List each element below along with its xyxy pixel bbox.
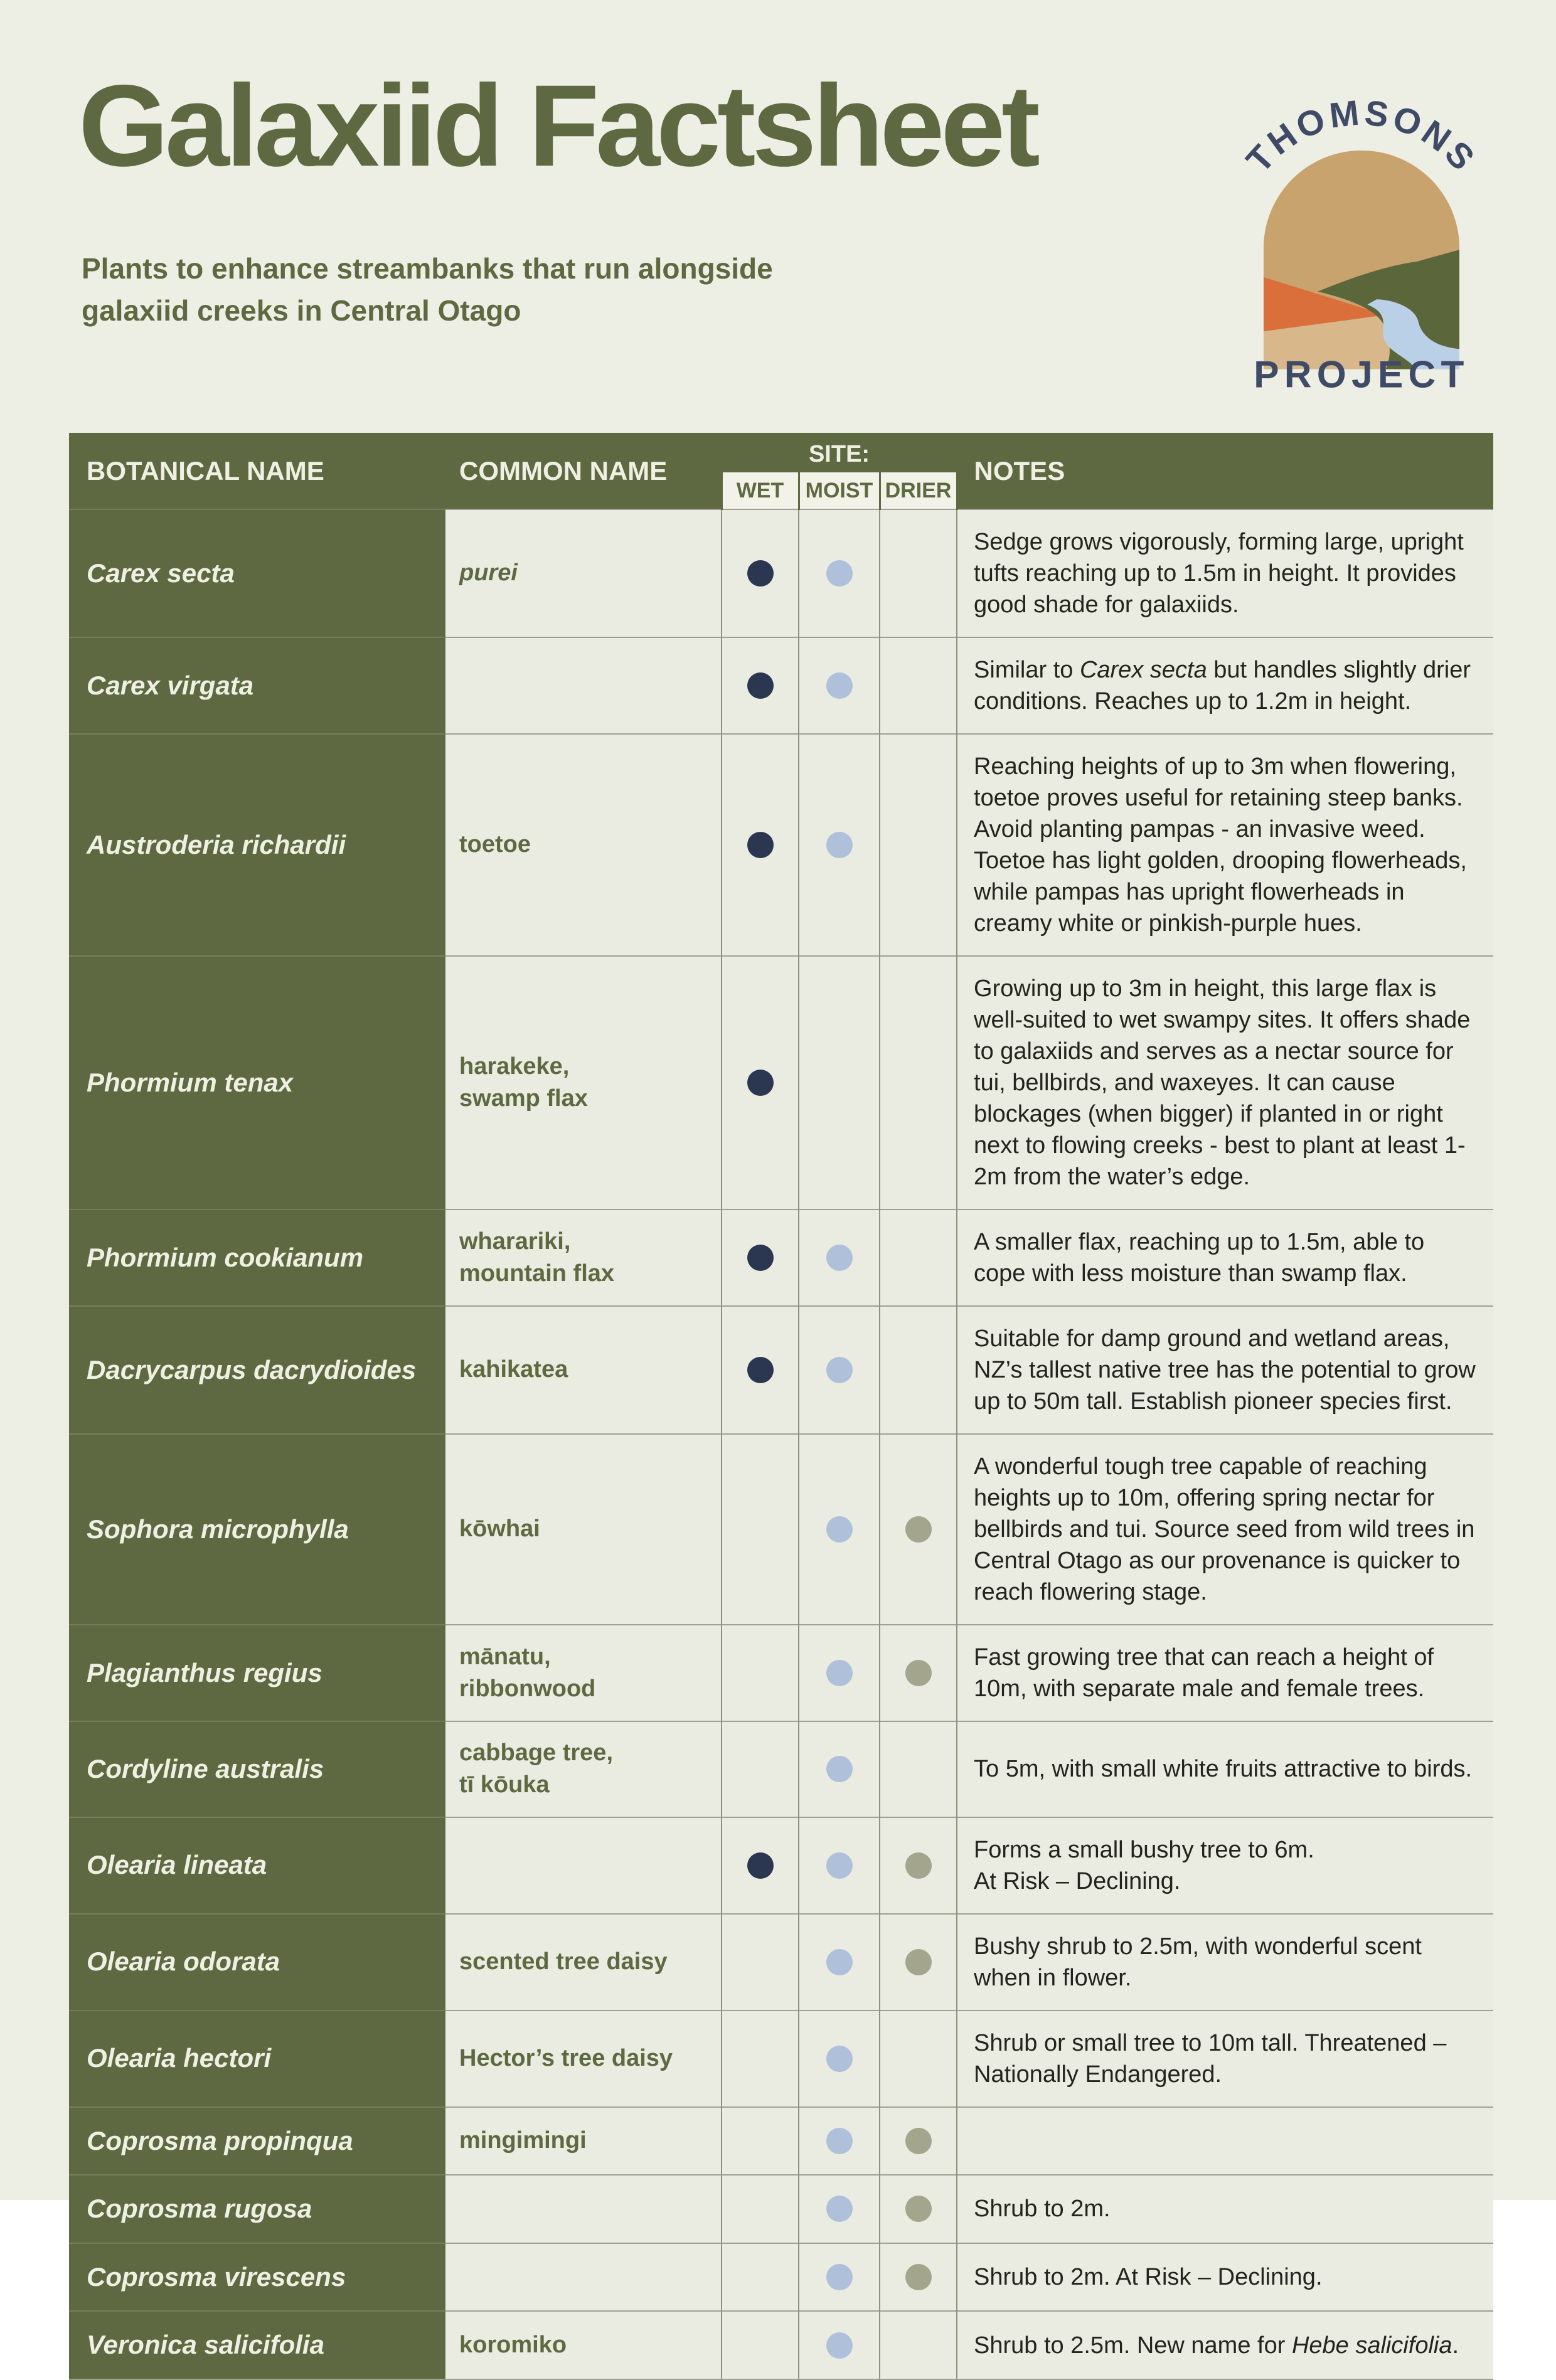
common-name-line: kōwhai — [459, 1516, 540, 1543]
notes-text-segment: Reaching heights of up to 3m when flowering, toetoe proves useful for retaining steep banks. Avoid planting pampas - an invasive weed. Toetoe has light golden, drooping flowerheads, while pampas has upright flowerheads in creamy white or pinkish-purple hues. — [974, 753, 1467, 937]
table-row — [69, 956, 1493, 1209]
wet-suitability-dot — [747, 672, 774, 699]
notes-text-segment: A smaller flax, reaching up to 1.5m, able to cope with less moisture than swamp flax. — [974, 1229, 1425, 1287]
common-name-cell — [445, 1209, 722, 1306]
wet-site-cell — [722, 1434, 799, 1625]
drier-suitability-dot — [905, 1949, 932, 1975]
common-name-line: purei — [459, 560, 518, 587]
common-name-line: swamp flax — [459, 1085, 588, 1112]
table-row — [69, 2311, 1493, 2379]
wet-suitability-dot — [747, 1852, 774, 1879]
common-name-line: koromiko — [459, 2332, 567, 2359]
botanical-name-cell: Sophora microphylla — [69, 1434, 445, 1625]
moist-suitability-dot — [826, 1516, 853, 1543]
wet-site-cell — [722, 2243, 799, 2312]
common-name-line: toetoe — [459, 831, 531, 858]
common-name-cell — [445, 2011, 722, 2107]
common-name-line: kahikatea — [459, 1356, 568, 1383]
table-row — [69, 637, 1493, 734]
notes-text-segment: but handles slightly drier conditions. Reaches up to 1.2m in height. — [974, 657, 1471, 715]
wet-site-cell — [722, 1914, 799, 2011]
moist-suitability-dot — [826, 2332, 853, 2359]
botanical-name-cell: Carex secta — [69, 509, 445, 637]
header-site-moist: MOIST — [799, 472, 880, 509]
moist-site-cell — [799, 1209, 880, 1306]
drier-suitability-dot — [905, 1852, 932, 1879]
moist-suitability-dot — [826, 1756, 853, 1782]
drier-site-cell — [880, 1914, 957, 2011]
common-name-cell — [445, 1914, 722, 2011]
notes-text-segment: Carex secta — [1079, 657, 1207, 683]
botanical-name-cell: Coprosma propinqua — [69, 2107, 445, 2175]
botanical-name-cell: Olearia hectori — [69, 2011, 445, 2107]
common-name-cell — [445, 1434, 722, 1625]
common-name-cell — [445, 2107, 722, 2175]
moist-suitability-dot — [826, 1852, 853, 1879]
botanical-name-cell: Coprosma virescens — [69, 2243, 445, 2312]
common-name-line: harakeke, — [459, 1053, 570, 1080]
wet-suitability-dot — [747, 1357, 774, 1383]
moist-site-cell — [799, 956, 880, 1209]
drier-suitability-dot — [905, 1660, 932, 1686]
wet-site-cell — [722, 509, 799, 637]
common-name-cell — [445, 1721, 722, 1817]
common-name-cell — [445, 2311, 722, 2379]
drier-suitability-dot — [905, 2128, 932, 2154]
moist-site-cell — [799, 1306, 880, 1434]
botanical-name-cell: Cordyline australis — [69, 1721, 445, 1817]
notes-text-segment: Shrub to 2m. At Risk – Declining. — [974, 2264, 1323, 2291]
thomsons-project-logo — [1220, 72, 1503, 392]
notes-cell — [957, 1434, 1493, 1625]
notes-text-segment: At Risk – Declining. — [974, 1867, 1181, 1894]
notes-cell — [957, 2011, 1493, 2107]
drier-site-cell — [880, 2175, 957, 2243]
moist-suitability-dot — [826, 832, 853, 858]
common-name-line: Hector’s tree daisy — [459, 2044, 673, 2071]
moist-suitability-dot — [826, 2196, 853, 2222]
notes-cell — [957, 1721, 1493, 1817]
table-row — [69, 1817, 1493, 1914]
table-row — [69, 1914, 1493, 2011]
drier-site-cell — [880, 2107, 957, 2175]
drier-site-cell — [880, 509, 957, 637]
plant-table — [69, 433, 1493, 2380]
notes-text-segment: Similar to — [974, 657, 1080, 683]
botanical-name-cell: Dacrycarpus dacrydioides — [69, 1306, 445, 1434]
wet-suitability-dot — [747, 1245, 774, 1271]
moist-suitability-dot — [826, 1357, 853, 1383]
table-row — [69, 1625, 1493, 1721]
wet-site-cell — [722, 956, 799, 1209]
notes-cell — [957, 2175, 1493, 2243]
common-name-cell — [445, 1306, 722, 1434]
moist-suitability-dot — [826, 2264, 853, 2290]
drier-site-cell — [880, 1721, 957, 1817]
moist-suitability-dot — [826, 1245, 853, 1271]
moist-suitability-dot — [826, 1660, 853, 1686]
botanical-name-cell: Olearia odorata — [69, 1914, 445, 2011]
table-row — [69, 2243, 1493, 2312]
common-name-line: tī kōuka — [459, 1772, 550, 1798]
table-row — [69, 1209, 1493, 1306]
page-subtitle — [82, 248, 773, 331]
plant-table-header — [69, 433, 1493, 509]
header-site-wet: WET — [722, 472, 799, 509]
botanical-name-cell: Veronica salicifolia — [69, 2311, 445, 2379]
table-row — [69, 2107, 1493, 2175]
common-name-cell — [445, 734, 722, 956]
wet-site-cell — [722, 1625, 799, 1721]
moist-site-cell — [799, 2311, 880, 2379]
notes-text-segment: Shrub to 2.5m. New name for — [974, 2332, 1292, 2359]
common-name-cell — [445, 2243, 722, 2312]
subtitle-line-1: Plants to enhance streambanks that run alongside — [82, 252, 773, 285]
logo-project-text: PROJECT — [1254, 353, 1469, 392]
moist-suitability-dot — [826, 2046, 853, 2072]
common-name-line: scented tree daisy — [459, 1948, 668, 1975]
botanical-name-cell: Olearia lineata — [69, 1817, 445, 1914]
wet-site-cell — [722, 1817, 799, 1914]
wet-suitability-dot — [747, 1070, 774, 1096]
notes-text-segment: Shrub or small tree to 10m tall. Threatened – Nationally Endangered. — [974, 2029, 1447, 2088]
notes-text-segment: Bushy shrub to 2.5m, with wonderful scent when in flower. — [974, 1933, 1422, 1991]
common-name-line: ribbonwood — [459, 1676, 596, 1702]
common-name-line: mountain flax — [459, 1260, 615, 1287]
table-row — [69, 734, 1493, 956]
moist-suitability-dot — [826, 2128, 853, 2154]
table-row — [69, 1434, 1493, 1625]
botanical-name-cell: Phormium tenax — [69, 956, 445, 1209]
common-name-cell — [445, 1625, 722, 1721]
table-row — [69, 2175, 1493, 2243]
table-row — [69, 509, 1493, 637]
common-name-line: cabbage tree, — [459, 1740, 613, 1766]
drier-suitability-dot — [905, 2264, 932, 2290]
common-name-cell — [445, 2175, 722, 2243]
moist-site-cell — [799, 509, 880, 637]
drier-site-cell — [880, 1817, 957, 1914]
moist-site-cell — [799, 1625, 880, 1721]
logo-arc-text: THOMSONS — [1238, 92, 1484, 180]
logo-landscape-illustration — [1257, 144, 1466, 372]
notes-cell — [957, 1209, 1493, 1306]
header-site: SITE: — [722, 433, 957, 472]
notes-text-segment: . — [1452, 2332, 1459, 2359]
common-name-cell — [445, 637, 722, 734]
notes-cell — [957, 2311, 1493, 2379]
header-notes: NOTES — [957, 433, 1493, 509]
moist-site-cell — [799, 637, 880, 734]
moist-suitability-dot — [826, 560, 853, 587]
moist-site-cell — [799, 2107, 880, 2175]
botanical-name-cell: Carex virgata — [69, 637, 445, 734]
moist-site-cell — [799, 2011, 880, 2107]
notes-text-segment: Fast growing tree that can reach a height of 10m, with separate male and female trees. — [974, 1644, 1434, 1702]
notes-text-segment: Forms a small bushy tree to 6m. — [974, 1836, 1314, 1863]
botanical-name-cell: Coprosma rugosa — [69, 2175, 445, 2243]
header-site-drier: DRIER — [880, 472, 957, 509]
moist-suitability-dot — [826, 1949, 853, 1975]
notes-text-segment: Suitable for damp ground and wetland areas, NZ’s tallest native tree has the potential to grow up to 50m tall. Establish pioneer species first. — [974, 1325, 1476, 1415]
drier-suitability-dot — [905, 1516, 932, 1543]
wet-site-cell — [722, 637, 799, 734]
wet-site-cell — [722, 734, 799, 956]
notes-cell — [957, 637, 1493, 734]
common-name-line: mānatu, — [459, 1643, 551, 1670]
drier-site-cell — [880, 1209, 957, 1306]
moist-suitability-dot — [826, 672, 853, 699]
notes-text-segment: Sedge grows vigorously, forming large, upright tufts reaching up to 1.5m in height. It provides good shade for galaxiids. — [974, 529, 1464, 618]
notes-cell — [957, 509, 1493, 637]
drier-site-cell — [880, 2243, 957, 2312]
common-name-line: wharariki, — [459, 1228, 571, 1255]
botanical-name-cell: Austroderia richardii — [69, 734, 445, 956]
notes-cell — [957, 2107, 1493, 2175]
moist-site-cell — [799, 1721, 880, 1817]
drier-site-cell — [880, 1625, 957, 1721]
notes-cell — [957, 734, 1493, 956]
wet-suitability-dot — [747, 560, 774, 587]
wet-site-cell — [722, 2311, 799, 2379]
page-title: Galaxiid Factsheet — [78, 61, 1036, 191]
botanical-name-cell: Phormium cookianum — [69, 1209, 445, 1306]
wet-site-cell — [722, 2175, 799, 2243]
wet-site-cell — [722, 2011, 799, 2107]
subtitle-line-2: galaxiid creeks in Central Otago — [82, 294, 521, 327]
notes-text-segment: Shrub to 2m. — [974, 2196, 1111, 2223]
common-name-line: mingimingi — [459, 2127, 587, 2154]
notes-cell — [957, 2243, 1493, 2312]
moist-site-cell — [799, 1914, 880, 2011]
wet-suitability-dot — [747, 832, 774, 858]
notes-cell — [957, 1817, 1493, 1914]
moist-site-cell — [799, 2243, 880, 2312]
drier-site-cell — [880, 1434, 957, 1625]
drier-site-cell — [880, 2011, 957, 2107]
moist-site-cell — [799, 1434, 880, 1625]
drier-suitability-dot — [905, 2196, 932, 2222]
moist-site-cell — [799, 734, 880, 956]
common-name-cell — [445, 509, 722, 637]
table-row — [69, 1721, 1493, 1817]
header-botanical-name: BOTANICAL NAME — [69, 433, 445, 509]
wet-site-cell — [722, 1209, 799, 1306]
wet-site-cell — [722, 1721, 799, 1817]
moist-site-cell — [799, 1817, 880, 1914]
drier-site-cell — [880, 956, 957, 1209]
notes-cell — [957, 1306, 1493, 1434]
header-common-name: COMMON NAME — [445, 433, 722, 509]
drier-site-cell — [880, 1306, 957, 1434]
notes-text-segment: Growing up to 3m in height, this large flax is well-suited to wet swampy sites. It offers shade to galaxiids and serves as a nectar source for tui, bellbirds, and waxeyes. It can cause blockages (when bigger) if planted in or right next to flowing creeks - best to plant at least 1-2m from the water’s edge. — [974, 975, 1471, 1190]
plant-table-body — [69, 509, 1493, 2379]
notes-text-segment: Hebe salicifolia — [1291, 2332, 1452, 2359]
botanical-name-cell: Plagianthus regius — [69, 1625, 445, 1721]
notes-text-segment: To 5m, with small white fruits attractive to birds. — [974, 1756, 1473, 1783]
common-name-cell — [445, 956, 722, 1209]
wet-site-cell — [722, 2107, 799, 2175]
moist-site-cell — [799, 2175, 880, 2243]
notes-cell — [957, 1914, 1493, 2011]
drier-site-cell — [880, 637, 957, 734]
common-name-cell — [445, 1817, 722, 1914]
table-row — [69, 2011, 1493, 2107]
drier-site-cell — [880, 2311, 957, 2379]
drier-site-cell — [880, 734, 957, 956]
notes-text-segment: A wonderful tough tree capable of reaching heights up to 10m, offering spring nectar for bellbirds and tui. Source seed from wild trees in Central Otago as our provenance is quicker to reach flowering stage. — [974, 1453, 1475, 1605]
notes-cell — [957, 956, 1493, 1209]
wet-site-cell — [722, 1306, 799, 1434]
table-row — [69, 1306, 1493, 1434]
notes-cell — [957, 1625, 1493, 1721]
